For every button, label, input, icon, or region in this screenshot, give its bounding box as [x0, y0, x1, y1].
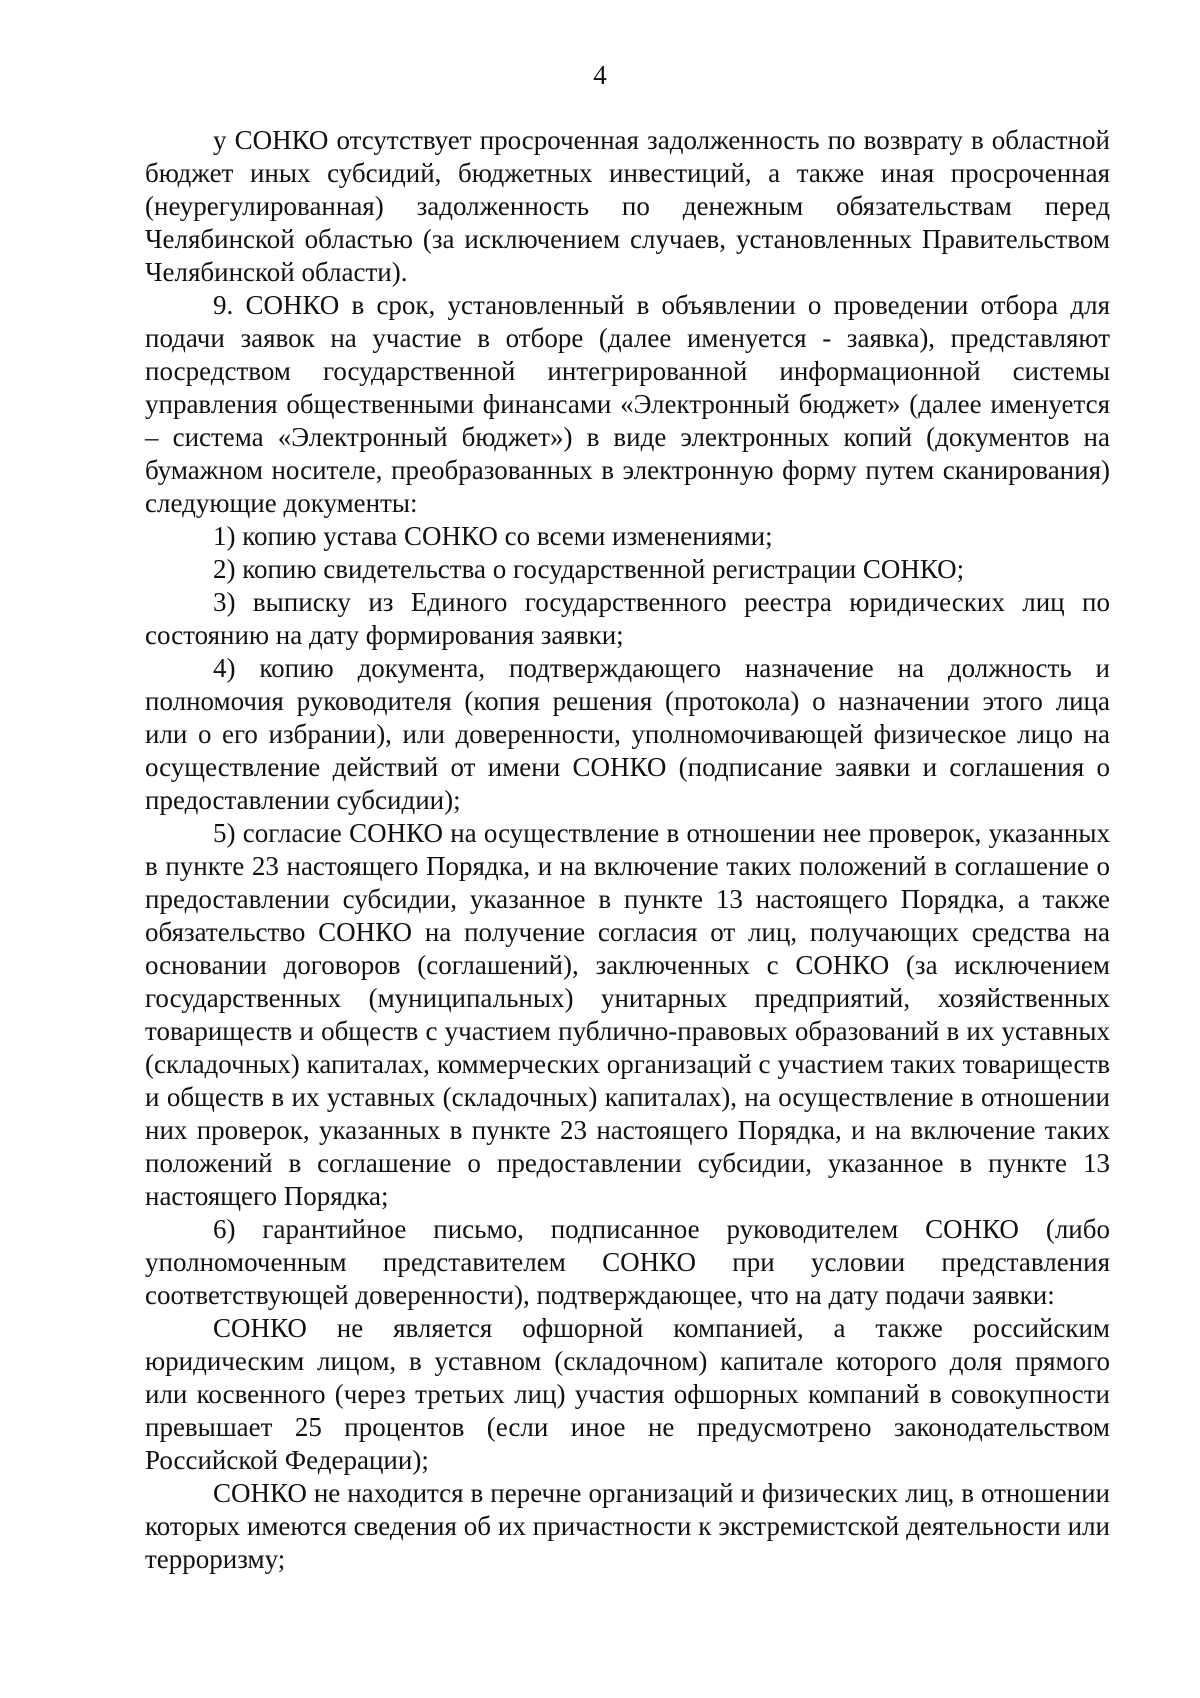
paragraph-debt-clause: у СОНКО отсутствует просроченная задолженность по возврату в областной бюджет иных субсидий, бюджетных инвестиций, а также иная просроченная (неурегулированная) задолженность по денежным обязательствам перед Челябинской областью (за исключением случаев, установленных Правительством Челябинской области).	[145, 125, 1110, 287]
page-number: 4	[593, 60, 607, 90]
paragraph-item-9: 9. СОНКО в срок, установленный в объявлении о проведении отбора для подачи заявок на участие в отборе (далее именуется - заявка), представляют посредством государственной интегрированной информационной системы управления общественными финансами «Электронный бюджет» (далее именуется – система «Электронный бюджет») в виде электронных копий (документов на бумажном носителе, преобразованных в электронную форму путем сканирования) следующие документы:	[145, 290, 1110, 518]
list-item-2: 2) копию свидетельства о государственной регистрации СОНКО;	[213, 554, 965, 584]
paragraph-offshore-clause: СОНКО не является офшорной компанией, а также российским юридическим лицом, в уставном (складочном) капитале которого доля прямого или косвенного (через третьих лиц) участия офшорных компаний в совокупности превышает 25 процентов (если иное не предусмотрено законодательством Российской Федерации);	[145, 1313, 1110, 1475]
document-body	[145, 124, 1110, 1576]
list-item-4: 4) копию документа, подтверждающего назначение на должность и полномочия руководителя (копия решения (протокола) о назначении этого лица или о его избрании), или доверенности, уполномочивающей физическое лицо на осуществление действий от имени СОНКО (подписание заявки и соглашения о предоставлении субсидии);	[145, 653, 1110, 815]
list-item-6: 6) гарантийное письмо, подписанное руководителем СОНКО (либо уполномоченным представителем СОНКО при условии представления соответствующей доверенности), подтверждающее, что на дату подачи заявки:	[145, 1214, 1110, 1310]
list-item-1: 1) копию устава СОНКО со всеми изменениями;	[213, 521, 773, 551]
paragraph-extremism-clause: СОНКО не находится в перечне организаций и физических лиц, в отношении которых имеются сведения об их причастности к экстремистской деятельности или терроризму;	[145, 1478, 1110, 1574]
list-item-5: 5) согласие СОНКО на осуществление в отношении нее проверок, указанных в пункте 23 настоящего Порядка, и на включение таких положений в соглашение о предоставлении субсидии, указанное в пункте 13 настоящего Порядка, а также обязательство СОНКО на получение согласия от лиц, получающих средства на основании договоров (соглашений), заключенных с СОНКО (за исключением государственных (муниципальных) унитарных предприятий, хозяйственных товариществ и обществ с участием публично-правовых образований в их уставных (складочных) капиталах, коммерческих организаций с участием таких товариществ и обществ в их уставных (складочных) капиталах), на осуществление в отношении них проверок, указанных в пункте 23 настоящего Порядка, и на включение таких положений в соглашение о предоставлении субсидии, указанное в пункте 13 настоящего Порядка;	[145, 818, 1110, 1211]
list-item-3: 3) выписку из Единого государственного реестра юридических лиц по состоянию на дату формирования заявки;	[145, 587, 1110, 650]
